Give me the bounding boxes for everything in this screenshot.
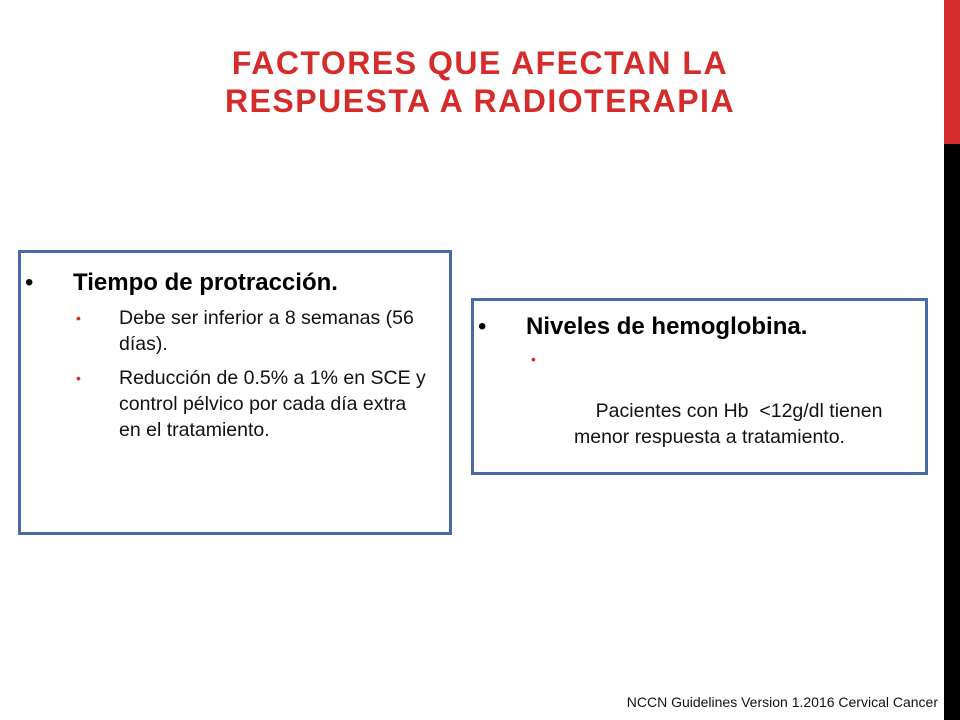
- right-panel: [471, 298, 928, 475]
- slide-title-line-1: FACTORES QUE AFECTAN LA: [231, 45, 729, 81]
- right-panel-heading-item: [478, 313, 916, 341]
- right-edge-bar: [944, 0, 960, 720]
- left-panel-point-text: Reducción de 0.5% a 1% en SCE y control pélvico por cada día extra en el tratamiento.: [119, 367, 426, 441]
- left-panel-point-text: Debe ser inferior a 8 semanas (56 días).: [119, 307, 414, 355]
- left-panel-point: [76, 305, 429, 357]
- right-panel-heading: Niveles de hemoglobina.: [526, 313, 808, 340]
- left-panel-heading: Tiempo de protracción.: [73, 269, 338, 296]
- left-panel: [18, 250, 452, 535]
- slide-title-line-2: RESPUESTA A RADIOTERAPIA: [224, 83, 736, 119]
- bullet-icon: •: [478, 313, 487, 340]
- left-panel-point: [76, 365, 429, 443]
- bullet-icon: •: [25, 269, 34, 296]
- right-panel-point: [531, 346, 894, 476]
- footer-source: NCCN Guidelines Version 1.2016 Cervical Cancer: [626, 694, 938, 710]
- bullet-icon: •: [76, 370, 81, 386]
- bullet-icon: •: [531, 351, 536, 367]
- slide-title: [60, 44, 900, 120]
- right-panel-point-text: Pacientes con Hb <12g/dl tienen menor respuesta a tratamiento.: [574, 400, 888, 448]
- left-panel-heading-item: [25, 269, 443, 297]
- right-edge-bar-accent: [944, 0, 960, 144]
- bullet-icon: •: [76, 310, 81, 326]
